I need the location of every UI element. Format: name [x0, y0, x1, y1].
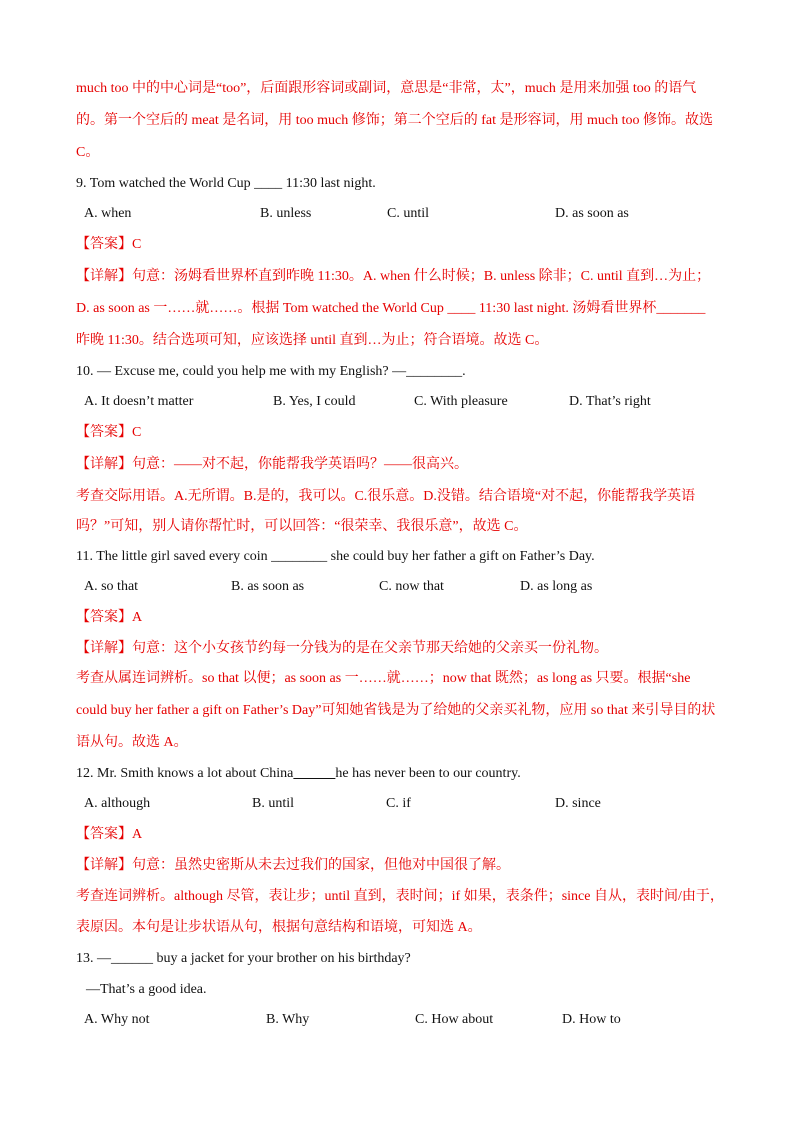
answer-blank: [293, 766, 335, 781]
option-b: B. Why: [266, 1012, 310, 1027]
option-c: C. now that: [379, 579, 444, 594]
question-9-options: [84, 205, 744, 223]
option-a: A. when: [84, 206, 132, 221]
explanation-line: D. as soon as 一……就……。根据 Tom watched the World Cup ____ 11:30 last night. 汤姆看世界杯_______: [76, 301, 706, 316]
explanation-line: 考查从属连词辨析。so that 以便；as soon as 一……就……；now that 既然；as long as 只要。根据“she: [76, 671, 691, 686]
question-9-stem: 9. Tom watched the World Cup ____ 11:30 last night.: [76, 176, 376, 191]
option-d: D. since: [555, 796, 601, 811]
option-b: B. unless: [260, 206, 312, 221]
explanation-line: 考查交际用语。A.无所谓。B.是的，我可以。C.很乐意。D.没错。结合语境“对不起，你能帮我学英语: [76, 489, 696, 504]
question-12-options: [84, 795, 744, 813]
answer-label: 【答案】A: [76, 610, 143, 625]
answer-label: 【答案】A: [76, 827, 143, 842]
question-11-options: [84, 578, 744, 596]
option-a: A. Why not: [84, 1012, 150, 1027]
option-a: A. so that: [84, 579, 139, 594]
question-13-options: [84, 1011, 744, 1029]
explanation-line: 【详解】句意：虽然史密斯从未去过我们的国家，但他对中国很了解。: [76, 858, 510, 873]
question-13-reply: —That’s a good idea.: [86, 982, 207, 997]
option-b: B. until: [252, 796, 295, 811]
explanation-line: C。: [76, 145, 100, 160]
explanation-line: 的。第一个空后的 meat 是名词，用 too much 修饰；第二个空后的 fat 是形容词，用 much too 修饰。故选: [76, 113, 713, 128]
option-a: A. It doesn’t matter: [84, 394, 194, 409]
question-11-stem: 11. The little girl saved every coin ________ she could buy her father a gift on Father’s Day.: [76, 549, 595, 564]
question-10-options: [84, 393, 744, 411]
answer-label: 【答案】C: [76, 425, 142, 440]
explanation-line: 吗？”可知，别人请你帮忙时，可以回答：“很荣幸、我很乐意”，故选 C。: [76, 519, 528, 534]
option-a: A. although: [84, 796, 151, 811]
explanation-line: much too 中的中心词是“too”，后面跟形容词或副词，意思是“非常，太”，much 是用来加强 too 的语气: [76, 81, 697, 96]
explanation-line: 考查连词辨析。although 尽管，表让步；until 直到，表时间；if 如果，表条件；since 自从，表时间/由于，: [76, 889, 724, 904]
option-b: B. as soon as: [231, 579, 305, 594]
explanation-line: 【详解】句意：汤姆看世界杯直到昨晚 11:30。A. when 什么时候；B. unless 除非；C. until 直到…为止；: [76, 269, 711, 284]
answer-label: 【答案】C: [76, 237, 142, 252]
option-c: C. With pleasure: [414, 394, 508, 409]
stem-text: he has never been to our country.: [335, 766, 521, 781]
question-10-stem: 10. — Excuse me, could you help me with my English? —________.: [76, 364, 466, 379]
option-d: D. as long as: [520, 579, 593, 594]
explanation-line: 【详解】句意：这个小女孩节约每一分钱为的是在父亲节那天给她的父亲买一份礼物。: [76, 641, 608, 656]
explanation-line: 昨晚 11:30。结合选项可知，应该选择 until 直到…为止；符合语境。故选 C。: [76, 333, 549, 348]
question-13-stem: 13. —______ buy a jacket for your brother on his birthday?: [76, 951, 411, 966]
option-c: C. How about: [415, 1012, 494, 1027]
option-d: D. How to: [562, 1012, 621, 1027]
explanation-line: 【详解】句意：——对不起，你能帮我学英语吗？——很高兴。: [76, 457, 468, 472]
explanation-line: 表原因。本句是让步状语从句，根据句意结构和语境，可知选 A。: [76, 920, 482, 935]
stem-text: 12. Mr. Smith knows a lot about China: [76, 766, 294, 781]
option-c: C. if: [386, 796, 411, 811]
explanation-line: could buy her father a gift on Father’s Day”可知她省钱是为了给她的父亲买礼物，应用 so that 来引导目的状: [76, 703, 716, 718]
explanation-line: 语从句。故选 A。: [76, 735, 188, 750]
option-c: C. until: [387, 206, 430, 221]
option-b: B. Yes, I could: [273, 394, 356, 409]
question-12-stem: [76, 765, 521, 783]
option-d: D. as soon as: [555, 206, 629, 221]
option-d: D. That’s right: [569, 394, 651, 409]
